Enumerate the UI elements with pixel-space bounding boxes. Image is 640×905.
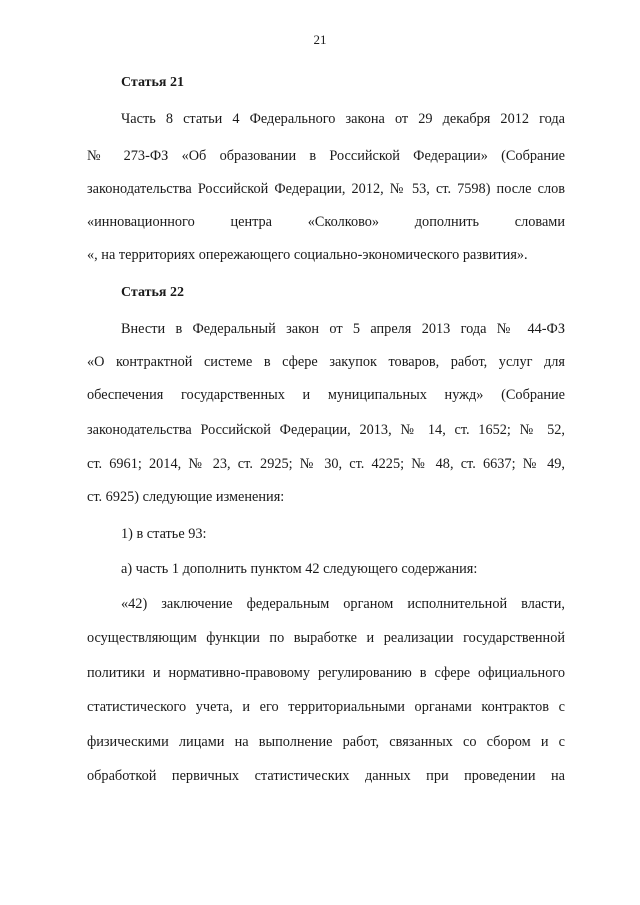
paragraph-line: ст. 6925) следующие изменения:	[87, 489, 285, 505]
paragraph-line: ст. 6961; 2014, № 23, ст. 2925; № 30, ст. 4225; № 48, ст. 6637; № 49,	[87, 456, 565, 472]
paragraph-line: «, на территориях опережающего социально-экономического развития».	[87, 247, 528, 263]
list-item-line: а) часть 1 дополнить пунктом 42 следующего содержания:	[121, 561, 478, 577]
paragraph-line: Часть 8 статьи 4 Федерального закона от 29 декабря 2012 года	[121, 111, 565, 127]
list-item-line: 1) в статье 93:	[121, 526, 207, 542]
paragraph-line: законодательства Российской Федерации, 2013, № 14, ст. 1652; № 52,	[87, 422, 565, 438]
paragraph-line: «42) заключение федеральным органом исполнительной власти,	[121, 596, 565, 612]
paragraph-line: политики и нормативно-правовому регулированию в сфере официального	[87, 665, 565, 681]
paragraph-line: законодательства Российской Федерации, 2012, № 53, ст. 7598) после слов	[87, 181, 565, 197]
paragraph-line: статистического учета, и его территориальными органами контрактов с	[87, 699, 565, 715]
paragraph-line: обработкой первичных статистических данных при проведении на	[87, 768, 565, 784]
paragraph-line: «инновационного центра «Сколково» дополнить словами	[87, 214, 565, 230]
paragraph-line: обеспечения государственных и муниципальных нужд» (Собрание	[87, 387, 565, 403]
paragraph-line: № 273-ФЗ «Об образовании в Российской Федерации» (Собрание	[87, 148, 565, 164]
paragraph-line: Внести в Федеральный закон от 5 апреля 2013 года № 44-ФЗ	[121, 321, 565, 337]
page-number: 21	[313, 32, 327, 47]
paragraph-line: физическими лицами на выполнение работ, связанных со сбором и с	[87, 734, 565, 750]
article-22-heading: Статья 22	[121, 285, 184, 300]
paragraph-line: «О контрактной системе в сфере закупок товаров, работ, услуг для	[87, 354, 565, 370]
article-21-heading: Статья 21	[121, 75, 184, 90]
paragraph-line: осуществляющим функции по выработке и реализации государственной	[87, 630, 565, 646]
